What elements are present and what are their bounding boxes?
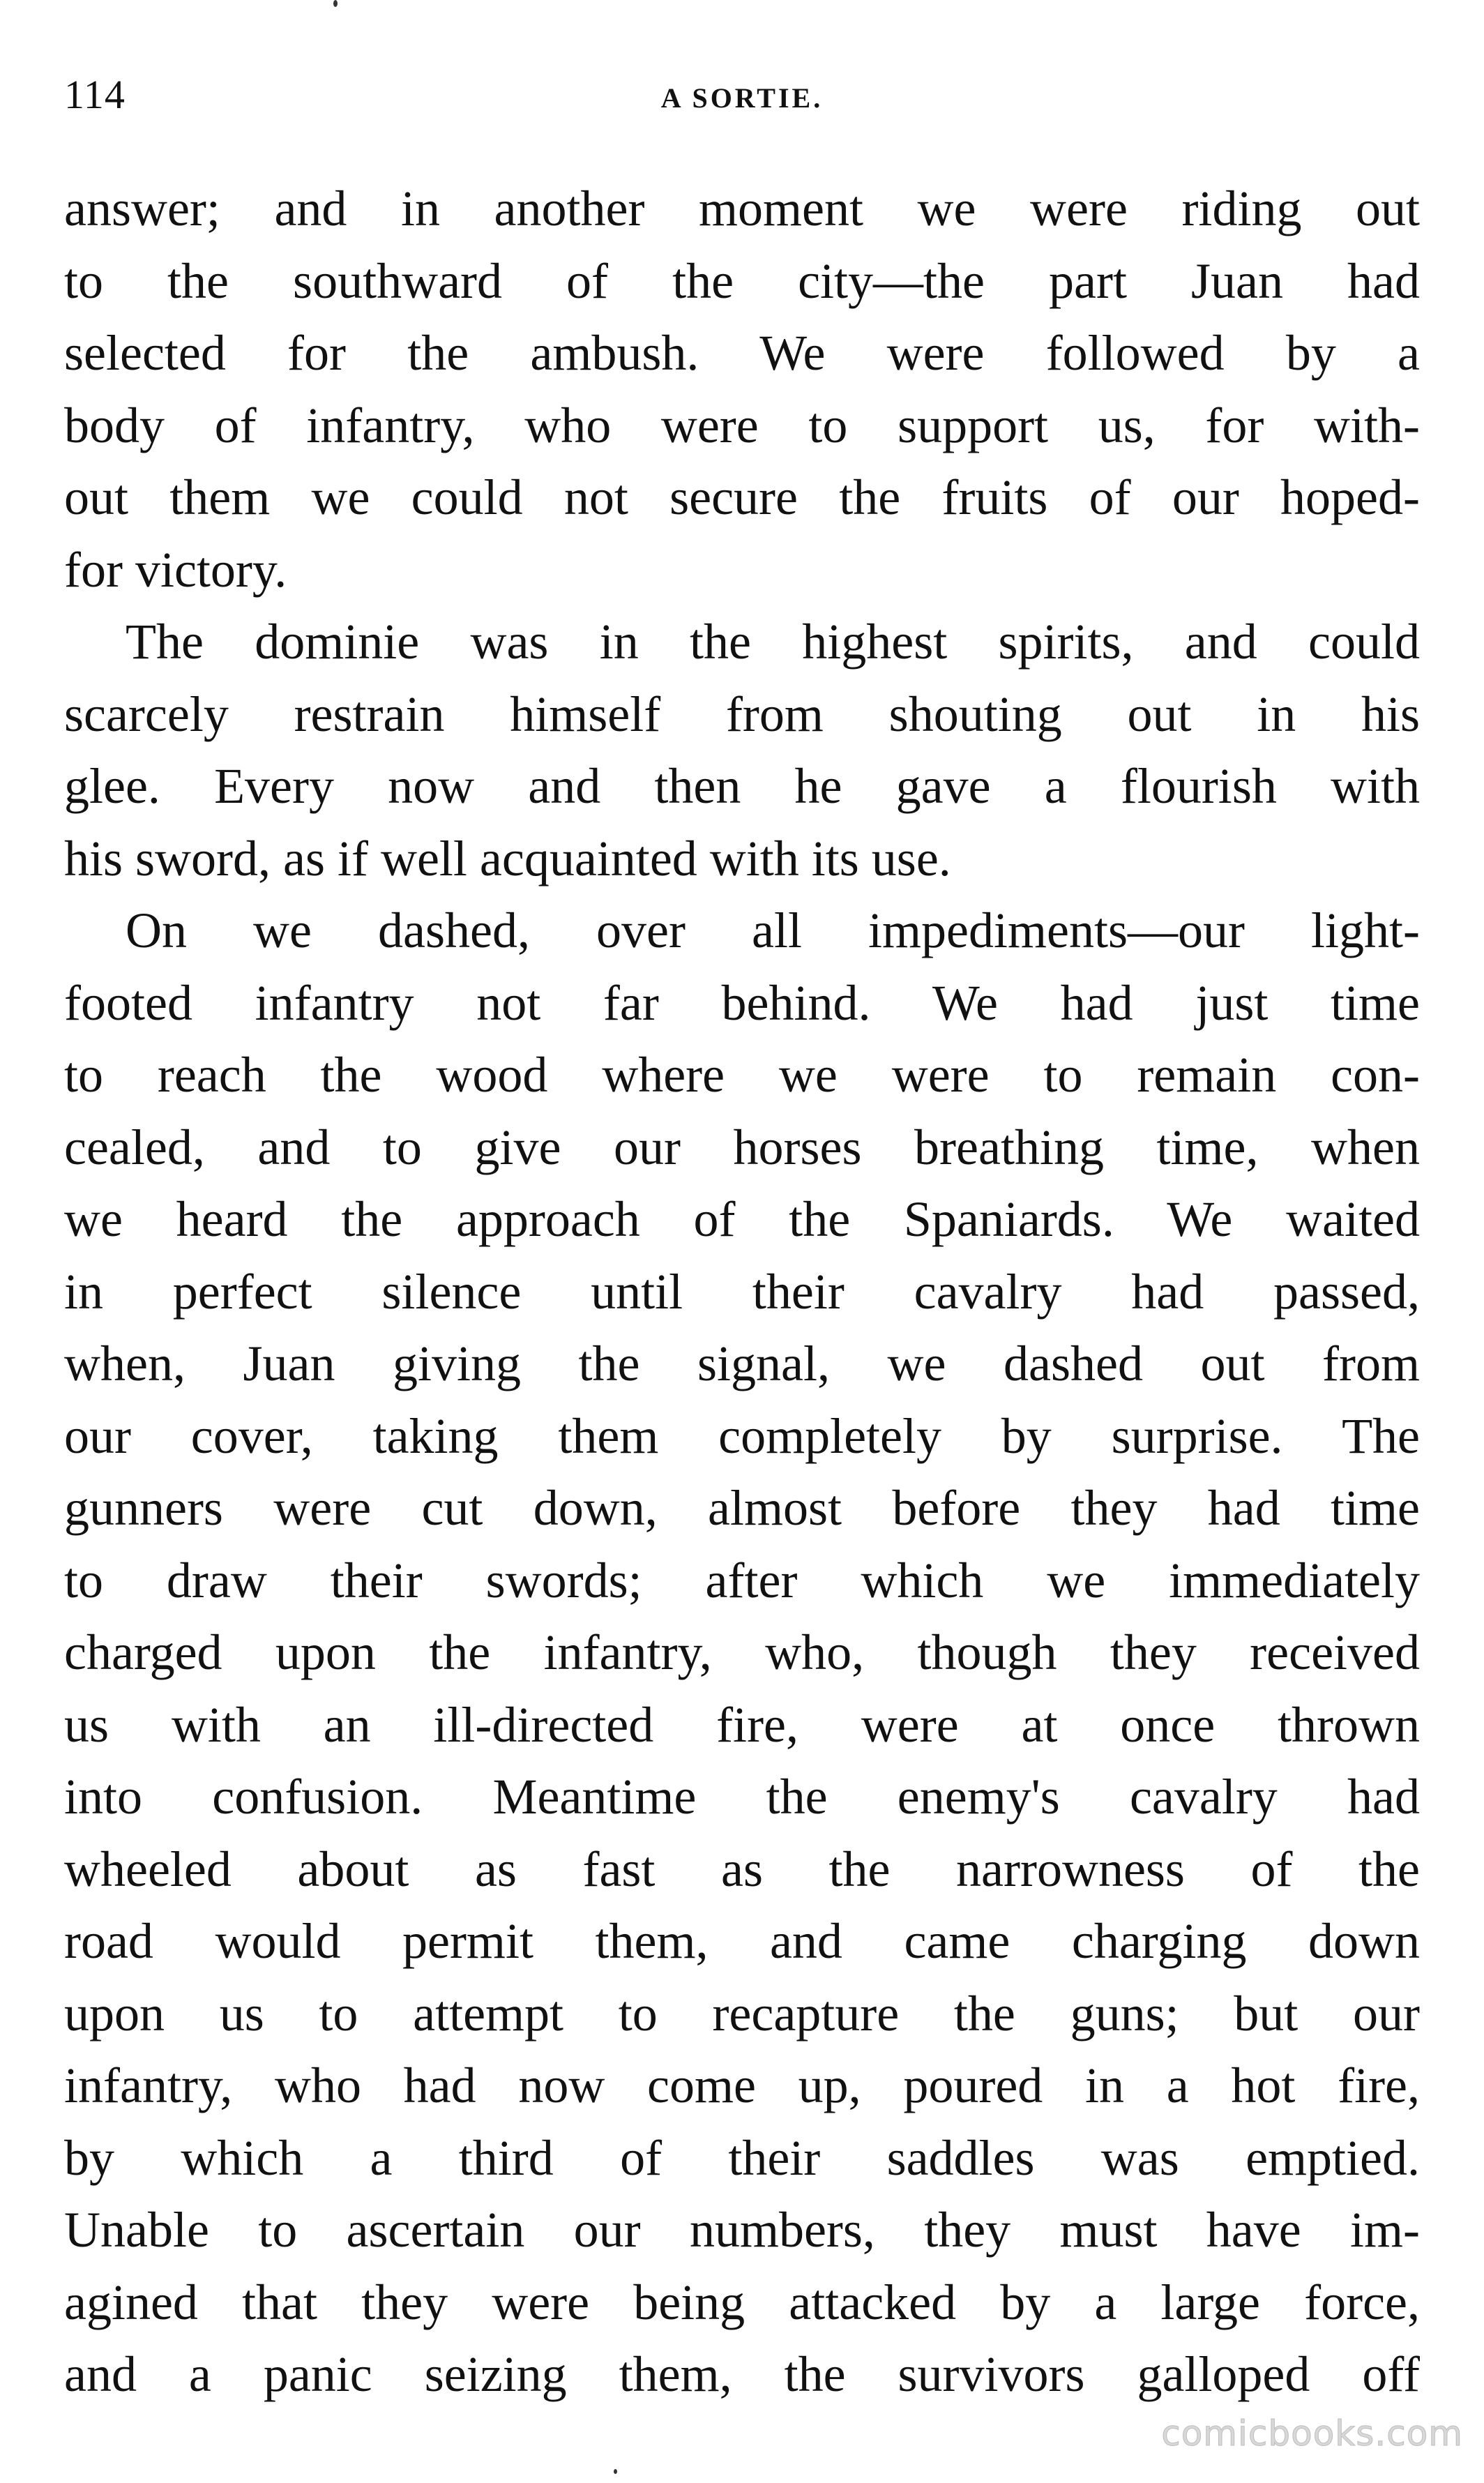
text-line: footed infantry not far behind. We had just time [64,974,1420,1031]
text-line: in perfect silence until their cavalry had passed, [64,1263,1420,1320]
text-line: out them we could not secure the fruits of our hoped- [64,469,1420,525]
text-line: cealed, and to give our horses breathing time, when [64,1119,1420,1175]
text-line: On we dashed, over all impediments—our light- [126,903,1420,958]
text-line: scarcely restrain himself from shouting out in his [64,686,1420,742]
text-line: road would permit them, and came charging down [64,1913,1420,1969]
text-line: our cover, taking them completely by surprise. The [64,1407,1420,1464]
text-line: charged upon the infantry, who, though they received [64,1624,1420,1680]
ink-speck-top [333,0,338,7]
text-line: us with an ill-directed fire, were at once thrown [64,1696,1420,1753]
page-header [64,67,1420,130]
text-line: for victory. [64,541,287,598]
text-line: and a panic seizing them, the survivors galloped off [64,2346,1420,2402]
text-line: into confusion. Meantime the enemy's cavalry had [64,1769,1420,1825]
text-line: to the southward of the city—the part Juan had [64,252,1420,309]
text-line: when, Juan giving the signal, we dashed out from [64,1336,1420,1391]
text-line: gunners were cut down, almost before they had time [64,1480,1420,1536]
text-line: to reach the wood where we were to remain con- [64,1047,1420,1103]
text-line: infantry, who had now come up, poured in a hot fire, [64,2058,1420,2113]
body-text [64,173,1420,2411]
text-line: selected for the ambush. We were followed by a [64,325,1420,381]
text-line: Unable to ascertain our numbers, they must have im- [64,2202,1420,2258]
page-number: 114 [64,72,126,117]
text-line: upon us to attempt to recapture the guns; but our [64,1985,1420,2042]
text-line: answer; and in another moment we were riding out [64,181,1420,236]
text-line: The dominie was in the highest spirits, and could [126,614,1420,670]
text-line: to draw their swords; after which we immediately [64,1552,1420,1608]
ink-speck-bottom [614,2469,617,2474]
text-line: body of infantry, who were to support us, for with- [64,397,1420,453]
watermark-text: comicbooks.com [1161,2413,1463,2454]
text-line: we heard the approach of the Spaniards. We waited [64,1191,1420,1247]
text-line: glee. Every now and then he gave a flourish with [64,758,1420,814]
text-line: his sword, as if well acquainted with its use. [64,830,951,886]
text-line: wheeled about as fast as the narrowness of the [64,1841,1420,1897]
running-title: A SORTIE. [660,82,824,114]
text-line: agined that they were being attacked by a large force, [64,2274,1420,2330]
text-line: by which a third of their saddles was emptied. [64,2129,1420,2186]
